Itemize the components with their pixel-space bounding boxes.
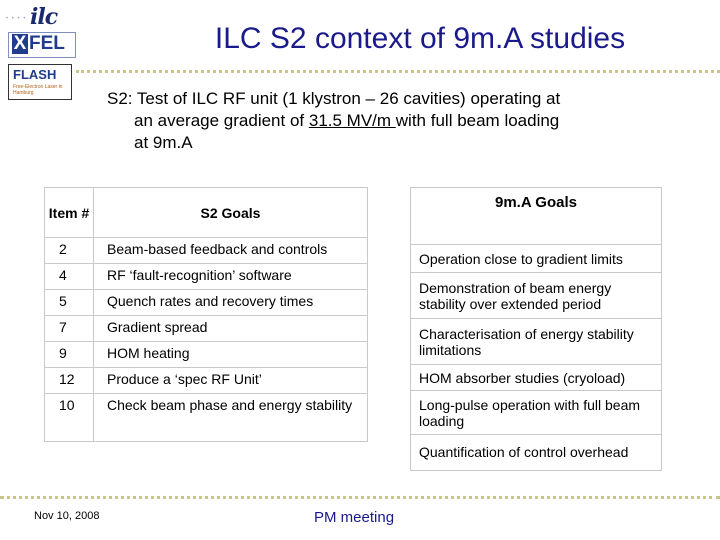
- goal-text: Beam-based feedback and controls: [94, 238, 368, 264]
- goal-text: Quantification of control overhead: [411, 435, 662, 471]
- top-dotted-divider: [76, 70, 720, 73]
- xfel-logo-x: X: [13, 33, 27, 54]
- logo-group: [4, 2, 76, 98]
- goal-text: Quench rates and recovery times: [94, 290, 368, 316]
- goal-text: Operation close to gradient limits: [411, 245, 662, 273]
- header-s2-goals: S2 Goals: [94, 188, 368, 238]
- goal-text: RF ‘fault-recognition’ software: [94, 264, 368, 290]
- subtitle-line-2: [107, 110, 647, 132]
- table-row: [411, 245, 662, 273]
- goal-text: HOM heating: [94, 342, 368, 368]
- item-number: 2: [45, 238, 94, 264]
- flash-logo-word: FLASH: [13, 67, 57, 82]
- slide-subtitle: [107, 88, 647, 154]
- item-number: 9: [45, 342, 94, 368]
- subtitle-line-2-pre: an average gradient of: [134, 111, 309, 130]
- table-row: [45, 368, 368, 394]
- table-row: [411, 273, 662, 319]
- subtitle-gradient-value: 31.5 MV/m: [308, 111, 396, 130]
- footer-meeting: PM meeting: [314, 509, 395, 526]
- item-number: 4: [45, 264, 94, 290]
- table-row: [45, 316, 368, 342]
- table-row: [411, 435, 662, 471]
- goal-text: Check beam phase and energy stability: [94, 394, 368, 442]
- item-number: 7: [45, 316, 94, 342]
- table-row: [45, 342, 368, 368]
- table-row: [411, 365, 662, 391]
- goal-text: Demonstration of beam energy stability over extended period: [411, 273, 662, 319]
- table-row: [45, 290, 368, 316]
- subtitle-line-1: S2: Test of ILC RF unit (1 klystron – 26 cavities) operating at: [107, 89, 561, 108]
- goal-text: Long-pulse operation with full beam loading: [411, 391, 662, 435]
- item-number: 10: [45, 394, 94, 442]
- xfel-logo-rest: FEL: [29, 33, 65, 54]
- 9ma-goals-table: [410, 187, 662, 471]
- bottom-dotted-divider: [0, 496, 720, 499]
- footer-date: Nov 10, 2008: [34, 510, 100, 522]
- goal-text: Produce a ‘spec RF Unit’: [94, 368, 368, 394]
- goal-text: Characterisation of energy stability limitations: [411, 319, 662, 365]
- table-header-row: [45, 188, 368, 238]
- ilc-logo: ilc: [30, 4, 58, 30]
- flash-logo: [8, 64, 72, 100]
- xfel-logo: [8, 32, 76, 58]
- subtitle-line-2-post: with full beam loading: [395, 111, 560, 130]
- header-item: Item #: [45, 188, 94, 238]
- table-row: [411, 391, 662, 435]
- table-header-row: [411, 188, 662, 245]
- flash-logo-subtitle: Free-Electron Laser in Hamburg: [13, 84, 63, 96]
- s2-goals-table: [44, 187, 368, 442]
- table-row: [45, 394, 368, 442]
- table-row: [45, 264, 368, 290]
- subtitle-line-3: at 9m.A: [134, 133, 193, 152]
- item-number: 12: [45, 368, 94, 394]
- item-number: 5: [45, 290, 94, 316]
- goal-text: HOM absorber studies (cryoload): [411, 365, 662, 391]
- goal-text: Gradient spread: [94, 316, 368, 342]
- slide-title: ILC S2 context of 9m.A studies: [214, 22, 626, 55]
- table-row: [411, 319, 662, 365]
- header-9ma-goals: 9m.A Goals: [411, 188, 662, 245]
- ilc-dots-decoration: • • • •: [6, 16, 27, 22]
- table-row: [45, 238, 368, 264]
